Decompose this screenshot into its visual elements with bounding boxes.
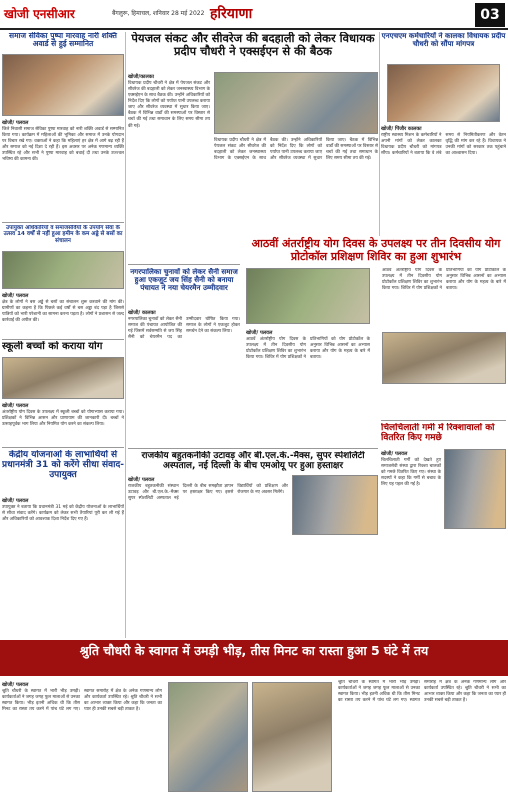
story-headline: स्कूली बच्चों को कराया योग <box>2 341 103 352</box>
story-body-continued: आठवें अंतर्राष्ट्रीय योग दिवस के उपलक्ष्य में तीन दिवसीय योग प्रोटोकॉल प्रशिक्षण शिविर का शुभारंभ किया गया। शिविर में योग प्रशिक्षकों ने प्रतिभागियों को योग प्रोटोकॉल के अनुसार विभिन्न आसनों का अभ्यास कराया और योग के महत्व के बारे में बताया। <box>382 268 506 292</box>
story-school-yoga <box>2 341 124 445</box>
story-headline: पेयजल संकट और सीवरेज की बदहाली को लेकर विधायक प्रदीप चौधरी ने एक्सईएन से की बैठक <box>131 32 375 58</box>
story-dateline: खोजी/ पिंजौर कालका <box>381 126 422 132</box>
story-pushpa-marwah <box>2 32 124 220</box>
story-photo <box>444 449 506 529</box>
story-body: उपायुक्त ने बताया कि प्रधानमंत्री 31 मई को केंद्रीय योजनाओं के लाभार्थियों से सीधा संवाद करेंगे। कार्यक्रम को लेकर सभी तैयारियां पूरी कर ली गई हैं और अधिकारियों को आवश्यक दिशा निर्देश दिए गए हैं। <box>2 505 124 523</box>
story-pm-dialogue <box>2 450 124 640</box>
story-headline: एनएचएम कर्मचारियों ने कालका विधायक प्रदीप चौधरी को सौंपा मांगपत्र <box>381 32 506 49</box>
story-body: नगरपालिका चुनावों को लेकर सैनी समाज की पंचायत आयोजित की गई जिसमें सर्वसम्मति से जय सिंह सैनी को चेयरमैन पद का उम्मीदवार घोषित किया गया। समाज के लोगों ने एकजुट होकर समर्थन देने का संकल्प लिया। <box>128 317 240 341</box>
story-photo <box>2 357 124 399</box>
story-headline: उपायुक्त अधिकारियों व समाजसेवियों के उपयोग सेवा के उत्सव 14 वर्षों से नहीं हुआ हमीम के कम अड्डे से बसों का संचालन <box>3 225 123 244</box>
story-bus-stand <box>2 225 124 337</box>
story-photo-2 <box>382 332 506 384</box>
story-dateline: खोजी/ पलवल <box>246 330 273 336</box>
bottom-headline: श्रुति चौधरी के स्वागत में उमड़ी भीड़, तीस मिनट का रास्ता हुआ 5 घंटे में तय <box>79 643 429 658</box>
masthead <box>0 0 508 30</box>
story-headline: नगरपालिका चुनावों को लेकर सैनी समाज हुआ एकजुट जय सिंह सैनी को बनाया पंचायत ने नया चेयरमैन उम्मीदवार <box>130 268 238 293</box>
story-body: जिले निवासी समाज सेविका पुष्पा मारवाह को नारी शक्ति अवार्ड से सम्मानित किया गया। कार्यक्रम में महिलाओं की भूमिका और समाज में उनके योगदान पर विचार रखे गए। वक्ताओं ने कहा कि महिलाएं हर क्षेत्र में आगे बढ़ रही हैं और समाज को नई दिशा दे रही हैं। इस अवसर पर अनेक गणमान्य व्यक्ति उपस्थित रहे और सभी ने पुष्पा मारवाह को बधाई दी तथा उनके उज्ज्वल भविष्य की कामना की। <box>2 127 124 163</box>
story-body: अंतर्राष्ट्रीय योग दिवस के उपलक्ष्य में स्कूली बच्चों को योगाभ्यास कराया गया। प्रशिक्षकों ने विभिन्न आसन और प्राणायाम की जानकारी दी। बच्चों ने उत्साहपूर्वक भाग लिया और नियमित योग करने का संकल्प लिया। <box>2 410 124 428</box>
section-title: हरियाणा <box>210 6 253 22</box>
story-dateline: खोजी/ पलवल <box>2 120 29 126</box>
story-headline: राजकीय बहुतकनीकी उटावड़ और बी.एल.के.-मैक्स, सुपर स्पेशलिटी अस्पताल, नई दिल्ली के बीच एमओयू पर हुआ हस्ताक्षर <box>141 451 365 472</box>
story-photo <box>292 475 378 535</box>
story-dateline: खोजी/ कालका <box>128 310 156 316</box>
story-body-continued: विधायक प्रदीप चौधरी ने क्षेत्र में पेयजल संकट और सीवरेज की बदहाली को लेकर जनस्वास्थ्य विभाग के एक्सईएन के साथ बैठक की। उन्होंने अधिकारियों को निर्देश दिए कि लोगों को पर्याप्त पानी उपलब्ध कराया जाए और सीवरेज व्यवस्था में सुधार किया जाए। बैठक में विभिन्न वार्डों की समस्याओं पर विस्तार से चर्चा की गई तथा समाधान के लिए समय सीमा तय की गई। <box>214 138 378 162</box>
story-mou-signed <box>128 451 378 631</box>
story-headline: समाज सेविका पुष्पा मारवाह नारी शक्ति अवार्ड से हुई सम्मानित <box>9 32 117 49</box>
story-body: विधायक प्रदीप चौधरी ने क्षेत्र में पेयजल संकट और सीवरेज की बदहाली को लेकर जनस्वास्थ्य विभाग के एक्सईएन के साथ बैठक की। उन्होंने अधिकारियों को निर्देश दिए कि लोगों को पर्याप्त पानी उपलब्ध कराया जाए और सीवरेज व्यवस्था में सुधार किया जाए। बैठक में विभिन्न वार्डों की समस्याओं पर विस्तार से चर्चा की गई तथा समाधान के लिए समय सीमा तय की गई। <box>128 81 210 129</box>
story-dateline: खोजी/ पलवल <box>2 498 29 504</box>
story-body: राजकीय बहुतकनीकी संस्थान उटावड़ और बी.एल.के.-मैक्स सुपर स्पेशलिटी अस्पताल नई दिल्ली के बीच समझौता ज्ञापन पर हस्ताक्षर किए गए। इससे विद्यार्थियों को प्रशिक्षण और रोजगार के नए अवसर मिलेंगे। <box>128 484 288 502</box>
story-dateline: खोजी/ पलवल <box>2 403 29 409</box>
story-body: राष्ट्रीय स्वास्थ्य मिशन के कर्मचारियों ने अपनी मांगों को लेकर कालका विधायक प्रदीप चौधरी को मांगपत्र सौंपा। कर्मचारियों ने बताया कि वे लंबे समय से नियमितीकरण और वेतन वृद्धि की मांग कर रहे हैं। विधायक ने उनकी मांगों को सरकार तक पहुंचाने का आश्वासन दिया। <box>381 133 506 157</box>
story-dateline: खोजी/कालका <box>128 74 154 80</box>
story-body: श्रुति चौधरी के स्वागत में भारी भीड़ उमड़ी। कार्यकर्ताओं ने जगह जगह फूल मालाओं से उनका स्वागत किया। भीड़ इतनी अधिक थी कि तीस मिनट का रास्ता तय करने में पांच घंटे लग गए। स्वागत समारोह में क्षेत्र के अनेक गणमान्य लोग और कार्यकर्ता उपस्थित रहे। श्रुति चौधरी ने सभी का आभार व्यक्त किया और कहा कि जनता का प्यार ही उनकी सबसे बड़ी ताकत है। <box>2 689 162 713</box>
story-photo <box>168 682 248 792</box>
story-headline: केंद्रीय योजनाओं के लाभार्थियों से प्रधानमंत्री 31 को करेंगे सीधा संवाद-उपायुक्त <box>2 450 124 481</box>
story-photo-2 <box>252 682 332 792</box>
story-photo <box>2 251 124 289</box>
story-photo <box>387 64 500 122</box>
story-yoga-camp <box>246 268 506 416</box>
story-water-crisis <box>128 32 378 262</box>
story-headline: चिलचिलाती गर्मी में रिक्शावालों को वितरित किए गमछे <box>381 423 495 444</box>
story-gamchha-distribution <box>381 423 506 635</box>
story-body: चिलचिलाती गर्मी को देखते हुए समाजसेवी संस्था द्वारा रिक्शा चालकों को गमछे वितरित किए गए। संस्था के सदस्यों ने कहा कि गर्मी से बचाव के लिए यह पहल की गई है। <box>381 458 441 488</box>
story-photo <box>2 54 124 116</box>
story-body-continued: श्रुति चौधरी के स्वागत में भारी भीड़ उमड़ी। कार्यकर्ताओं ने जगह जगह फूल मालाओं से उनका स्वागत किया। भीड़ इतनी अधिक थी कि तीस मिनट का रास्ता तय करने में पांच घंटे लग गए। स्वागत समारोह में क्षेत्र के अनेक गणमान्य लोग और कार्यकर्ता उपस्थित रहे। श्रुति चौधरी ने सभी का आभार व्यक्त किया और कहा कि जनता का प्यार ही उनकी सबसे बड़ी ताकत है। <box>338 680 506 704</box>
yoga-camp-headline: आठवीं अंतर्राष्ट्रीय योग दिवस के उपलक्ष्य पर तीन दिवसीय योग प्रोटोकॉल प्रशिक्षण शिविर का हुआ शुभारंभ <box>251 237 501 263</box>
page-number: 03 <box>475 3 505 27</box>
issue-dateline: बैंगलुरू, हिमाचल, शनिवार 28 मई 2022 <box>112 10 205 17</box>
story-shruti-chaudhary <box>2 680 506 798</box>
newspaper-brand: खोजी एनसीआर <box>4 7 75 21</box>
story-body: क्षेत्र के लोगों ने बस अड्डे से बसों का संचालन शुरू करवाने की मांग की। ग्रामीणों का कहना है कि पिछले कई वर्षों से बस अड्डा बंद पड़ा है जिससे यात्रियों को भारी परेशानी का सामना करना पड़ता है। लोगों ने प्रशासन से जल्द कार्रवाई की अपील की। <box>2 300 124 324</box>
story-photo <box>214 72 378 134</box>
story-dateline: खोजी/ पलवल <box>2 682 29 688</box>
story-dateline: खोजी/ पलवल <box>128 477 155 483</box>
story-nhm-employees <box>381 32 506 236</box>
story-body: आठवें अंतर्राष्ट्रीय योग दिवस के उपलक्ष्य में तीन दिवसीय योग प्रोटोकॉल प्रशिक्षण शिविर का शुभारंभ किया गया। शिविर में योग प्रशिक्षकों ने प्रतिभागियों को योग प्रोटोकॉल के अनुसार विभिन्न आसनों का अभ्यास कराया और योग के महत्व के बारे में बताया। <box>246 337 370 361</box>
story-dateline: खोजी/ पलवल <box>381 451 408 457</box>
story-dateline: खोजी/ पलवल <box>2 293 29 299</box>
story-photo <box>246 268 370 324</box>
story-saini-samaj <box>128 268 240 446</box>
right-column <box>381 32 506 236</box>
